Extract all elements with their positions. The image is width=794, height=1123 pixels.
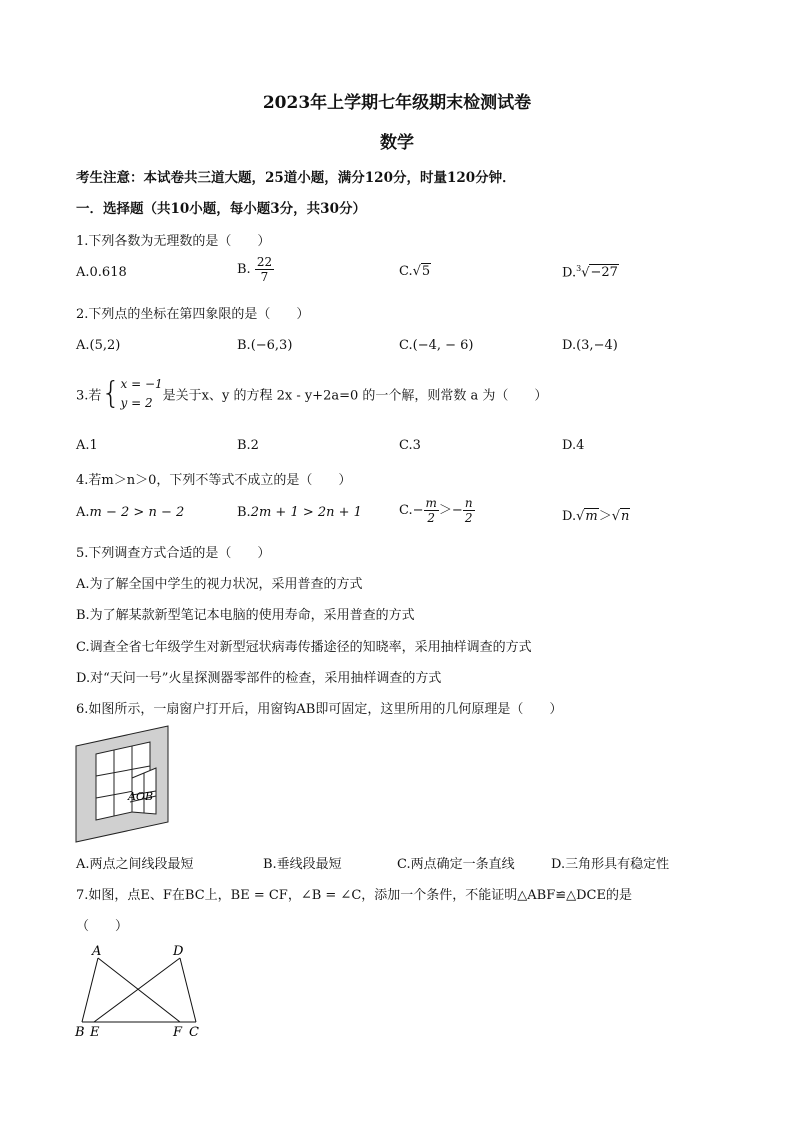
q1-option-d: D.$^3$√−27: [562, 264, 618, 281]
q6-stem: 6.如图所示，一扇窗户打开后，用窗钩AB即可固定，这里所用的几何原理是（ ）: [76, 702, 563, 717]
q5-option-b: B.为了解某款新型笔记本电脑的使用寿命，采用普查的方式: [76, 608, 415, 623]
q7-label-a: A: [92, 944, 102, 959]
q2-d-value: (3,−4): [576, 338, 618, 353]
q7-stem: 7.如图，点E、F在BC上，BE = CF，∠B = ∠C，添加一个条件，不能证明△ABF≌△DCE的是: [76, 888, 632, 903]
q1-option-a: A.0.618: [76, 265, 127, 280]
q4-c-frac2: [463, 496, 475, 525]
q4-d-mid: ＞: [598, 509, 612, 524]
q2-option-b: [237, 338, 292, 353]
q1-c-radicand: 5: [421, 264, 431, 279]
q6-option-b: B.垂线段最短: [263, 857, 342, 872]
q6-option-c: C.两点确定一条直线: [397, 857, 515, 872]
q1-d-radicand: −27: [590, 265, 618, 281]
q3-option-d: D.4: [562, 438, 585, 453]
q2-stem: 2.下列点的坐标在第四象限的是（ ）: [76, 307, 310, 322]
q4-b-value: 2m + 1 > 2n + 1: [250, 505, 362, 520]
q3-option-a: A.1: [76, 438, 98, 453]
section-heading: 一．选择题（共10小题，每小题3分，共30分）: [76, 201, 366, 217]
q4-c-num1: m: [425, 496, 437, 510]
q4-d-prefix: D.: [562, 509, 577, 524]
q3-stem-text: 是关于x、y 的方程 2x - y+2a=0 的一个解，则常数 a 为（ ）: [162, 388, 548, 404]
q1-stem: 1.下列各数为无理数的是（ ）: [76, 234, 271, 249]
q6-figure-label: AOB: [128, 790, 154, 803]
q3-stem: [76, 375, 547, 413]
q4-c-prefix: C.−: [399, 503, 424, 518]
q4-option-d: D.√m＞√n: [562, 509, 630, 524]
q4-a-prefix: A.: [76, 505, 90, 520]
q1-d-index: 3: [576, 264, 582, 273]
q2-b-value: (−6,3): [250, 338, 293, 353]
q4-c-num2: n: [464, 496, 473, 510]
q4-a-value: m − 2 > n − 2: [89, 505, 185, 520]
q7-paren: （ ）: [76, 919, 129, 934]
q1-b-num: 22: [256, 255, 273, 269]
q6-option-d: D.三角形具有稳定性: [551, 857, 670, 872]
q3-system: [121, 375, 163, 413]
q6-window-figure: [74, 724, 174, 844]
q2-option-c: [399, 338, 474, 353]
q5-option-a: A.为了解全国中学生的视力状况，采用普查的方式: [76, 577, 363, 592]
q5-stem: 5.下列调查方式合适的是（ ）: [76, 546, 271, 561]
q7-label-c: C: [189, 1025, 199, 1040]
q3-option-b: B.2: [237, 438, 259, 453]
q2-c-prefix: C.: [399, 338, 413, 353]
q5-option-d: D.对“天问一号”火星探测器零部件的检查，采用抽样调查的方式: [76, 671, 442, 686]
q2-a-prefix: A.: [76, 338, 90, 353]
q5-option-c: C.调查全省七年级学生对新型冠状病毒传播途径的知晓率，采用抽样调查的方式: [76, 640, 532, 655]
exam-notice: 考生注意：本试卷共三道大题，25道小题，满分120分，时量120分钟．: [76, 170, 516, 186]
q4-d-rad2: n: [621, 509, 630, 524]
q2-option-d: [562, 338, 618, 353]
q4-c-mid: ＞−: [438, 503, 463, 518]
q2-a-value: (5,2): [89, 338, 121, 353]
q1-b-fraction: [255, 255, 274, 284]
q4-option-b: [237, 505, 362, 520]
q3-prefix: 3.若: [76, 388, 102, 404]
q1-option-c: C.√5: [399, 264, 431, 279]
q1-b-den: 7: [260, 270, 269, 284]
q2-c-value: (−4, − 6): [412, 338, 474, 353]
q1-c-prefix: C.: [399, 264, 413, 279]
q4-c-frac1: [424, 496, 439, 525]
q1-option-b: [237, 255, 274, 284]
q4-c-den1: 2: [427, 511, 436, 525]
exam-title: 2023年上学期七年级期末检测试卷: [262, 93, 532, 113]
q4-stem: 4.若m＞n＞0，下列不等式不成立的是（ ）: [76, 473, 352, 488]
q2-b-prefix: B.: [237, 338, 251, 353]
q3-eq1: x = −1: [120, 377, 163, 391]
q4-c-den2: 2: [464, 511, 473, 525]
q6-option-a: A.两点之间线段最短: [76, 857, 194, 872]
q4-option-c: [399, 496, 475, 525]
q1-d-prefix: D.: [562, 265, 577, 281]
q2-option-a: [76, 338, 120, 353]
q7-label-e: E: [90, 1025, 100, 1040]
q4-b-prefix: B.: [237, 505, 251, 520]
q4-option-a: [76, 505, 184, 520]
q7-triangle-figure: [72, 940, 212, 1040]
q7-label-f: F: [173, 1025, 183, 1040]
q3-eq2: y = 2: [120, 396, 153, 410]
subject-title: 数学: [380, 133, 414, 153]
q3-option-c: C.3: [399, 438, 421, 453]
q1-b-prefix: B.: [237, 262, 251, 277]
q4-d-rad1: m: [585, 509, 598, 524]
q2-d-prefix: D.: [562, 338, 577, 353]
q3-brace: {: [101, 376, 121, 411]
q7-label-b: B: [75, 1025, 85, 1040]
q7-label-d: D: [173, 944, 184, 959]
